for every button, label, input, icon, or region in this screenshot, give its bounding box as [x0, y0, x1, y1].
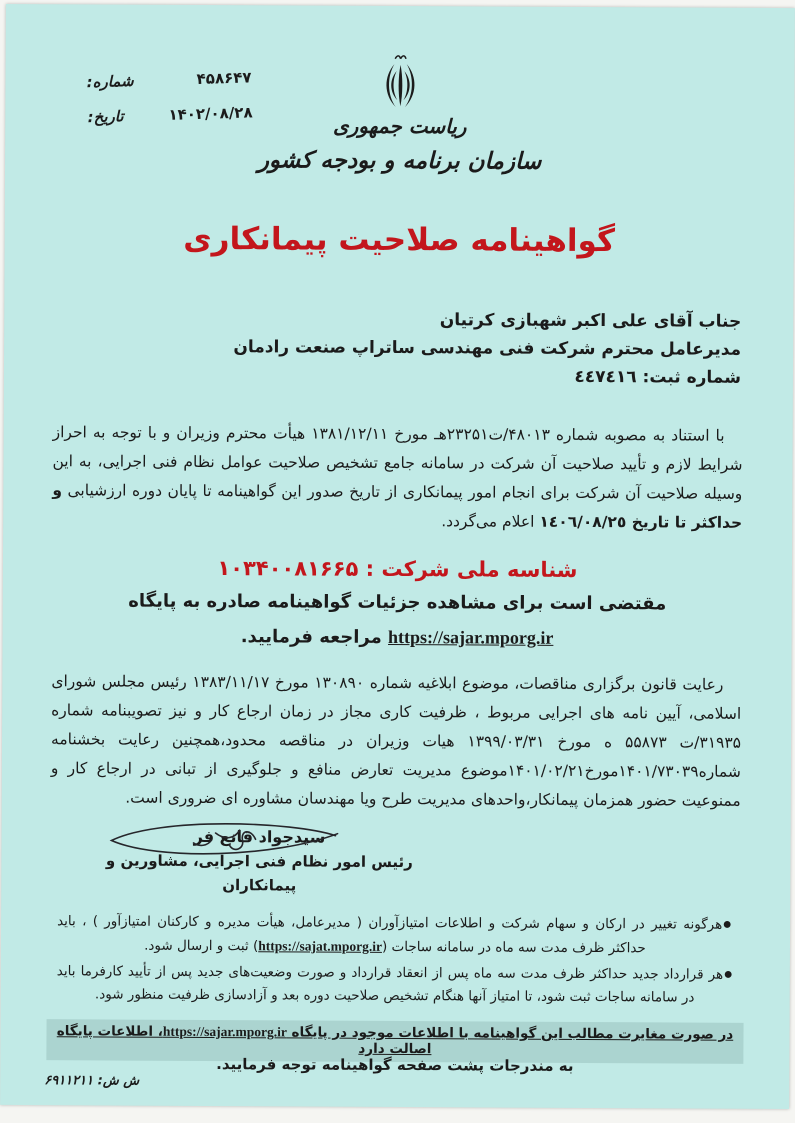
visit-suffix: مراجعه فرمایید.: [240, 626, 389, 648]
organization-line: سازمان برنامه و بودجه کشور: [257, 147, 542, 175]
recipient-block: [56, 304, 741, 392]
visit-url-line: [2, 618, 791, 657]
number-label: شماره:: [86, 71, 134, 92]
national-id-block: [2, 550, 792, 657]
note2-text: هر قرارداد جدید حداکثر ظرف مدت سه ماه پس از انعقاد قرارداد و صورت وضعیت‌های جدید پس از تأیید کارفرما باید در سامانه ساجات ثبت شود، تا امتیاز آنها هنگام تشخیص صلاحیت دوره بعد و آزادسازی ظرفیت منظور شود.: [56, 963, 724, 1006]
number-row: [86, 68, 251, 91]
validity-text: در صورت مغایرت مطالب این گواهینامه با اطلاعات موجود در پایگاه: [286, 1024, 734, 1043]
bullet-icon: ●: [724, 969, 733, 980]
back-page-note: به مندرجات پشت صفحه گواهینامه توجه فرمایید.: [216, 1055, 574, 1075]
serial-number: [44, 1073, 139, 1088]
validity-tail: ، اطلاعات پایگاه اصالت دارد: [56, 1023, 432, 1058]
number-value: ۴۵۸۶۴۷: [196, 68, 252, 88]
note1-tail: ) ثبت و ارسال شود.: [144, 937, 259, 955]
regulations-paragraph: رعایت قانون برگزاری مناقصات، موضوع ابلاغیه شماره ۱۳۰۸۹۰ مورخ ۱۳۸۳/۱۱/۱۷ رئیس مجلس شورای اسلامی، آیین نامه های اجرایی مربوط ، ظرفیت کاری مجاز در زمان ارجاع کار و نیز تصویبنامه شماره ۳۱۹۳۵/ت ۵۵۸۷۳ ه مورخ ۱۳۹۹/۰۳/۳۱ هیات وزیران در مناقصه محدود،همچنین رعایت بخشنامه شماره۱۴۰۱/۷۳۰۳۹مورخ۱۴۰۱/۰۲/۲۱موضوع مدیریت تعارض منافع و جلوگیری از تبانی در ارجاع کار و ممنوعیت حضور همزمان پیمانکار،واحدهای مدیریت طرح ویا مهندسان مشاوره ای ضروری است.: [50, 672, 742, 810]
signature-block: [79, 824, 439, 898]
signer-name: سیدجواد قانع فر: [193, 826, 326, 847]
serial-label: ش ش:: [97, 1073, 140, 1089]
registration-number: شماره ثبت: ٤٤٧٤١٦: [574, 366, 741, 388]
date-label: تاریخ:: [87, 107, 124, 127]
date-value: ۱۴۰۲/۰۸/۲۸: [168, 103, 253, 124]
footer-notes: [57, 910, 734, 1013]
signer-title: رئیس امور نظام فنی اجرایی، مشاورین و پیمانکاران: [105, 851, 413, 895]
sajat-url-link: https://sajat.mporg.ir: [258, 938, 383, 954]
iran-national-emblem-icon: [377, 52, 423, 114]
recipient-company: مدیرعامل محترم شرکت فنی مهندسی ساتراپ صنعت رادمان: [233, 337, 742, 360]
bullet-icon: ●: [723, 919, 734, 930]
note-bullet-1: [57, 910, 733, 961]
note-bullet-2: [57, 960, 733, 1010]
presidency-line: ریاست جمهوری: [332, 113, 467, 139]
para1-text: با استناد به مصوبه شماره ۴۸۰۱۳/ت۲۳۲۵۱هـ مورخ ۱۳۸۱/۱۲/۱۱ هیأت محترم وزیران و با توجه به احراز شرایط لازم و تأیید صلاحیت آن شرکت در سامانه جامع تشخیص صلاحیت عوامل نظام فنی اجرایی، به این وسیله صلاحیت آن شرکت برای انجام امور پیمانکاری از تاریخ صدور این گواهینامه تا پایان دوره ارزشیابی: [52, 423, 743, 503]
certification-paragraph: [52, 418, 743, 538]
certificate-title: گواهینامه صلاحیت پیمانکاری: [183, 220, 616, 260]
serial-value: ۶۹۱۱۲۱۱: [44, 1073, 94, 1089]
national-id-line: شناسه ملی شرکت : ۱۰۳۴۰۰۸۱۶۶۵: [217, 556, 578, 582]
sajar-url-link: https://sajar.mporg.ir: [388, 626, 554, 648]
visit-instruction: مقتضی است برای مشاهده جزئیات گواهینامه صادره به پایگاه: [128, 590, 667, 615]
sajar-url-footer: https://sajar.mporg.ir: [162, 1023, 287, 1040]
para1-tail: اعلام می‌گردد.: [441, 512, 540, 531]
certificate-page: [0, 4, 795, 1109]
expiry-date: و حداکثر تا تاریخ ١٤٠٦/٠٨/٢٥: [52, 481, 743, 532]
note1-text: هرگونه تغییر در ارکان و سهام شرکت و اطلاعات امتیازآوران ( مدیرعامل، هیأت مدیره و کارکنان امتیازآور ) ، باید حداکثر ظرف مدت سه ماه در سامانه ساجات (: [57, 913, 723, 957]
recipient-name: جناب آقای علی اکبر شهبازی کرتیان: [439, 310, 742, 332]
